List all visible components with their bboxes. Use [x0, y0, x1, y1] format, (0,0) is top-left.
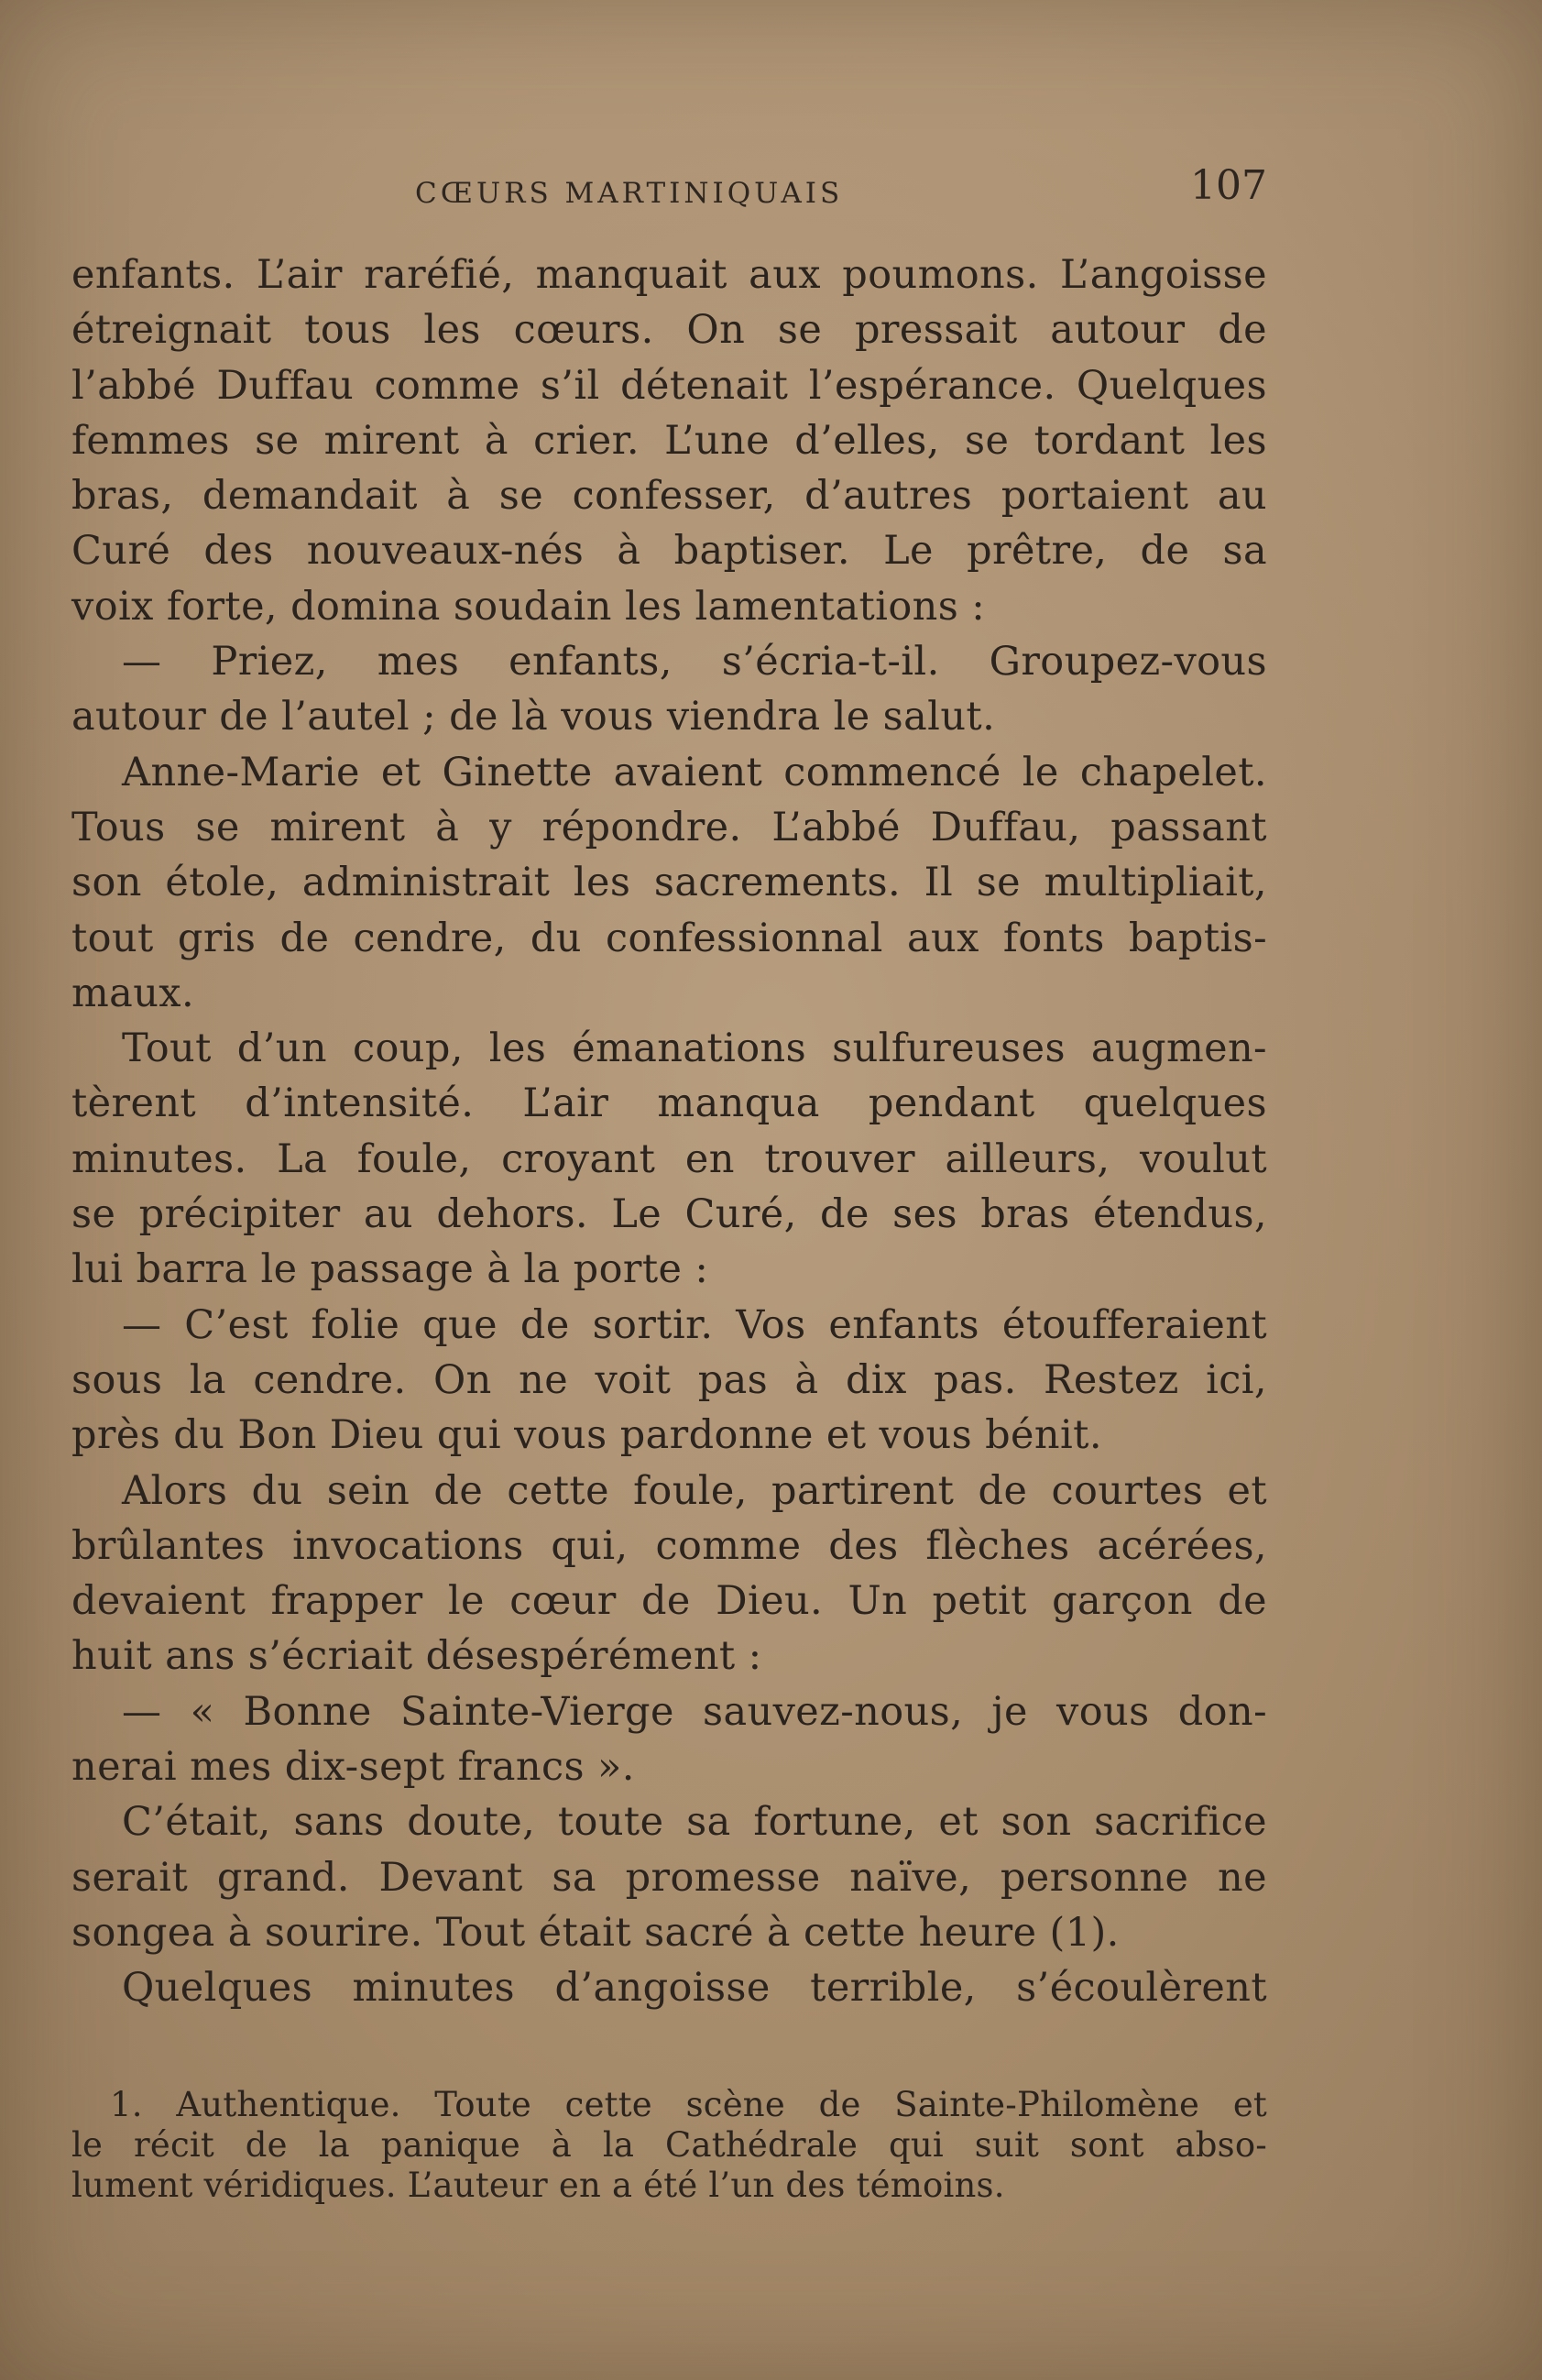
text-line: C’était, sans doute, toute sa fortune, et son sacrifice	[122, 1799, 1267, 1846]
text-line: autour de l’autel ; de là vous viendra le salut.	[71, 694, 996, 740]
footnote	[71, 2085, 1267, 2206]
running-title: CŒURS MARTINIQUAIS	[415, 177, 844, 210]
footnote-line: 1. Authentique. Toute cette scène de Sainte-Philomène et	[110, 2085, 1267, 2124]
footnote-line: lument véridiques. L’auteur en a été l’un des témoins.	[71, 2166, 1005, 2205]
text-line: Curé des nouveaux-nés à baptiser. Le prêtre, de sa	[71, 528, 1267, 575]
text-line: — Priez, mes enfants, s’écria-t-il. Groupez-vous	[122, 639, 1267, 685]
text-line: nerai mes dix-sept francs ».	[71, 1744, 635, 1791]
text-line: serait grand. Devant sa promesse naïve, personne ne	[71, 1854, 1267, 1901]
text-line: tout gris de cendre, du confessionnal aux fonts baptis-	[71, 915, 1267, 961]
text-line: sous la cendre. On ne voit pas à dix pas. Restez ici,	[71, 1356, 1267, 1403]
text-line: Tout d’un coup, les émanations sulfureuses augmen-	[122, 1025, 1267, 1072]
text-line: étreignait tous les cœurs. On se pressait autour de	[71, 307, 1267, 354]
text-line: devaient frapper le cœur de Dieu. Un petit garçon de	[71, 1578, 1267, 1625]
text-line: Anne-Marie et Ginette avaient commencé le chapelet.	[122, 749, 1267, 795]
text-line: huit ans s’écriait désespérément :	[71, 1633, 762, 1680]
text-line: voix forte, domina soudain les lamentations :	[71, 583, 986, 630]
text-line: — « Bonne Sainte-Vierge sauvez-nous, je vous don-	[122, 1688, 1267, 1735]
text-line: minutes. La foule, croyant en trouver ailleurs, voulut	[71, 1135, 1267, 1182]
footnote-line: le récit de la panique à la Cathédrale qui suit sont abso-	[71, 2125, 1267, 2165]
text-line: son étole, administrait les sacrements. Il se multipliait,	[71, 860, 1267, 906]
text-line: enfants. L’air raréfié, manquait aux poumons. L’angoisse	[71, 252, 1267, 298]
text-line: se précipiter au dehors. Le Curé, de ses bras étendus,	[71, 1191, 1267, 1238]
text-line: tèrent d’intensité. L’air manqua pendant quelques	[71, 1080, 1267, 1127]
text-line: bras, demandait à se confesser, d’autres portaient au	[71, 473, 1267, 520]
text-line: près du Bon Dieu qui vous pardonne et vous bénit.	[71, 1412, 1102, 1459]
text-line: brûlantes invocations qui, comme des flèches acérées,	[71, 1522, 1267, 1569]
page-header	[71, 160, 1267, 225]
text-line: l’abbé Duffau comme s’il détenait l’espérance. Quelques	[71, 362, 1267, 409]
text-line: lui barra le passage à la porte :	[71, 1246, 709, 1293]
text-line: songea à sourire. Tout était sacré à cette heure (1).	[71, 1909, 1120, 1956]
text-line: Alors du sein de cette foule, partirent de courtes et	[122, 1467, 1267, 1514]
text-line: Quelques minutes d’angoisse terrible, s’écoulèrent	[122, 1965, 1267, 2012]
text-line: femmes se mirent à crier. L’une d’elles, se tordant les	[71, 417, 1267, 464]
text-line: Tous se mirent à y répondre. L’abbé Duffau, passant	[71, 804, 1267, 850]
page-number: 107	[1190, 162, 1267, 209]
text-line: — C’est folie que de sortir. Vos enfants étoufferaient	[122, 1301, 1267, 1348]
body-text	[71, 247, 1267, 2016]
text-line: maux.	[71, 970, 195, 1016]
